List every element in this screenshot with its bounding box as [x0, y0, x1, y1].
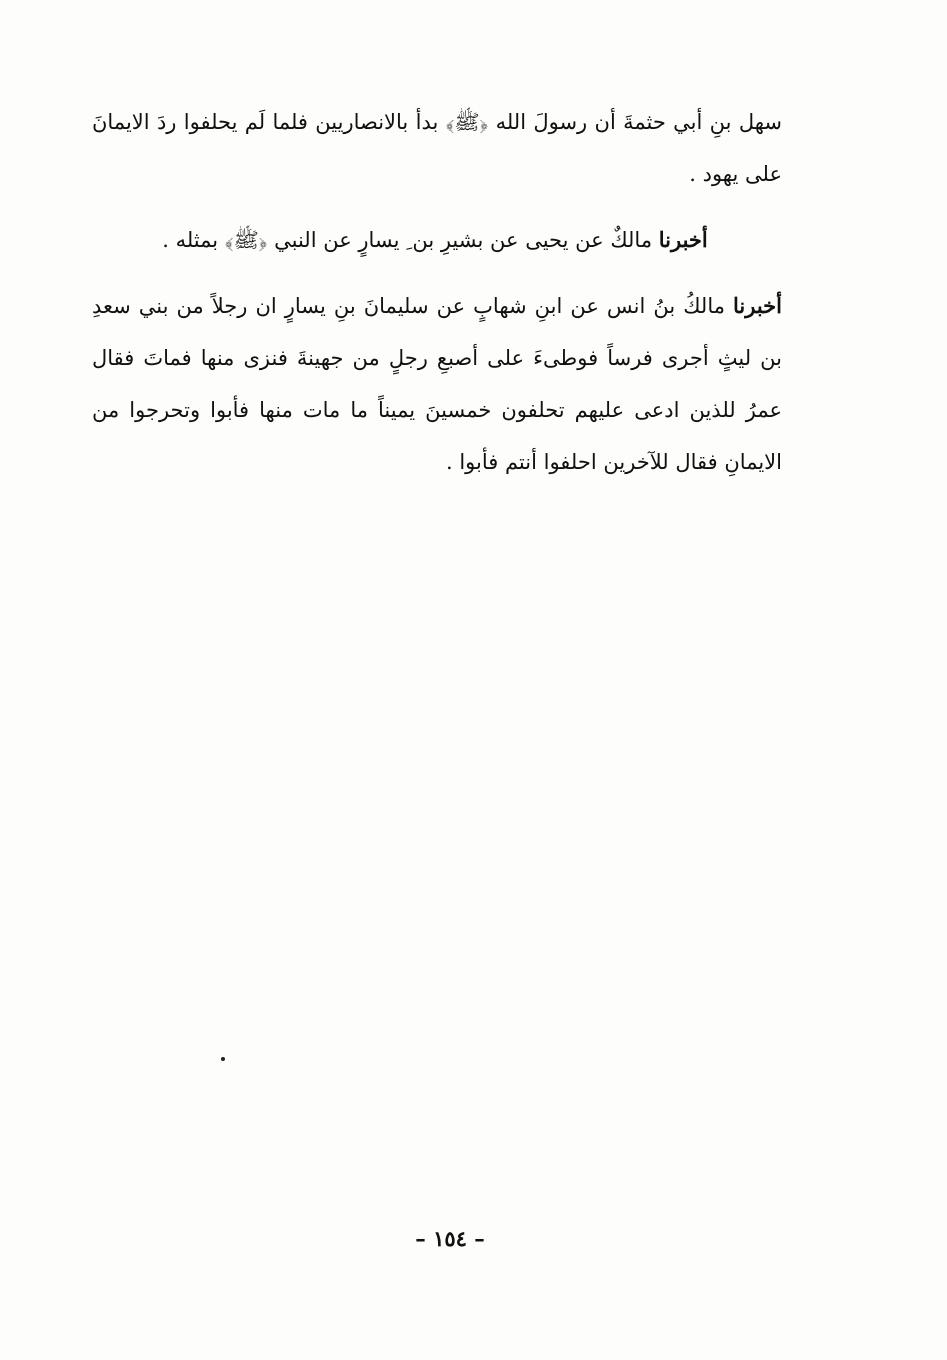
- paragraph-2: [115, 214, 755, 266]
- page-number: – ١٥٤ –: [415, 1226, 485, 1251]
- paragraph-3: [92, 280, 782, 488]
- paragraph-2-lead: أخبرنا: [658, 227, 708, 252]
- paragraph-3-lead: أخبرنا: [733, 293, 782, 318]
- scan-speck: [221, 1057, 225, 1061]
- paragraph-2-text: مالكٌ عن يحيى عن بشيرِ بن ِ يسارٍ عن النبي ﴿ﷺ﴾ بمثله .: [162, 228, 653, 252]
- paragraph-3-text: مالكُ بنُ انس عن ابنِ شهابٍ عن سليمانَ بنِ يسارٍ ان رجلاً من بني سعدِ بن ليثٍ أجرى فرساً فوطىءَ على أصبعِ رجلٍ من جهينةَ فنزى منها فماتَ فقال عمرُ للذين ادعى عليهم تحلفون خمسينَ يميناً ما مات منها فأبوا وتحرجوا من الايمانِ فقال للآخرين احلفوا أنتم فأبوا .: [92, 294, 782, 474]
- paragraph-1: [92, 96, 782, 200]
- paragraph-1-text: سهل بنِ أبي حثمةَ أن رسولَ الله ﴿ﷺ﴾ بدأ بالانصاريين فلما لَم يحلفوا ردَ الايمانَ على يهود .: [92, 110, 782, 186]
